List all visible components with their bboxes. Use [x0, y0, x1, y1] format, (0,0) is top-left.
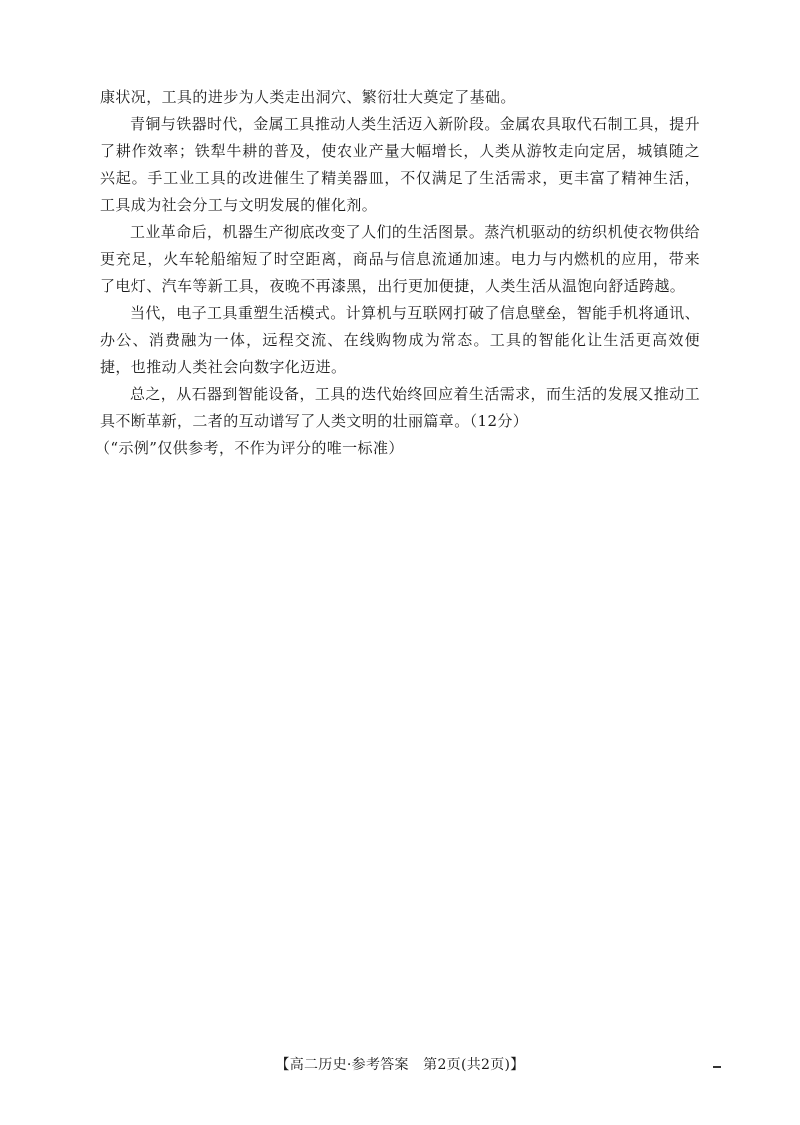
paragraph-industrial-revolution: 工业革命后，机器生产彻底改变了人们的生活图景。蒸汽机驱动的纺织机使衣物供给更充足，火车轮船缩短了时空距离，商品与信息流通加速。电力与内燃机的应用，带来了电灯、汽车等新工具，夜晚不再漆黑，出行更加便捷，人类生活从温饱向舒适跨越。: [100, 223, 700, 295]
paragraph-bronze-iron-age: 青铜与铁器时代，金属工具推动人类生活迈入新阶段。金属农具取代石制工具，提升了耕作效率；铁犁牛耕的普及，使农业产量大幅增长，人类从游牧走向定居，城镇随之兴起。手工业工具的改进催生了精美器皿，不仅满足了生活需求，更丰富了精神生活，工具成为社会分工与文明发展的催化剂。: [100, 115, 700, 214]
paragraph-contemporary-era: 当代，电子工具重塑生活模式。计算机与互联网打破了信息壁垒，智能手机将通讯、办公、消费融为一体，远程交流、在线购物成为常态。工具的智能化让生活更高效便捷，也推动人类社会向数字化迈进。: [100, 304, 700, 376]
paragraph-continuation: 康状况，工具的进步为人类走出洞穴、繁衍壮大奠定了基础。: [100, 88, 516, 106]
scoring-note: （“示例”仅供参考，不作为评分的唯一标准）: [95, 439, 404, 457]
answer-text-body: [95, 84, 700, 462]
page-footer: 【高二历史·参考答案 第2页(共2页)】: [275, 1057, 525, 1073]
corner-mark: [713, 1066, 721, 1068]
paragraph-conclusion: 总之，从石器到智能设备，工具的迭代始终回应着生活需求，而生活的发展又推动工具不断革新，二者的互动谱写了人类文明的壮丽篇章。（12分）: [100, 385, 700, 430]
